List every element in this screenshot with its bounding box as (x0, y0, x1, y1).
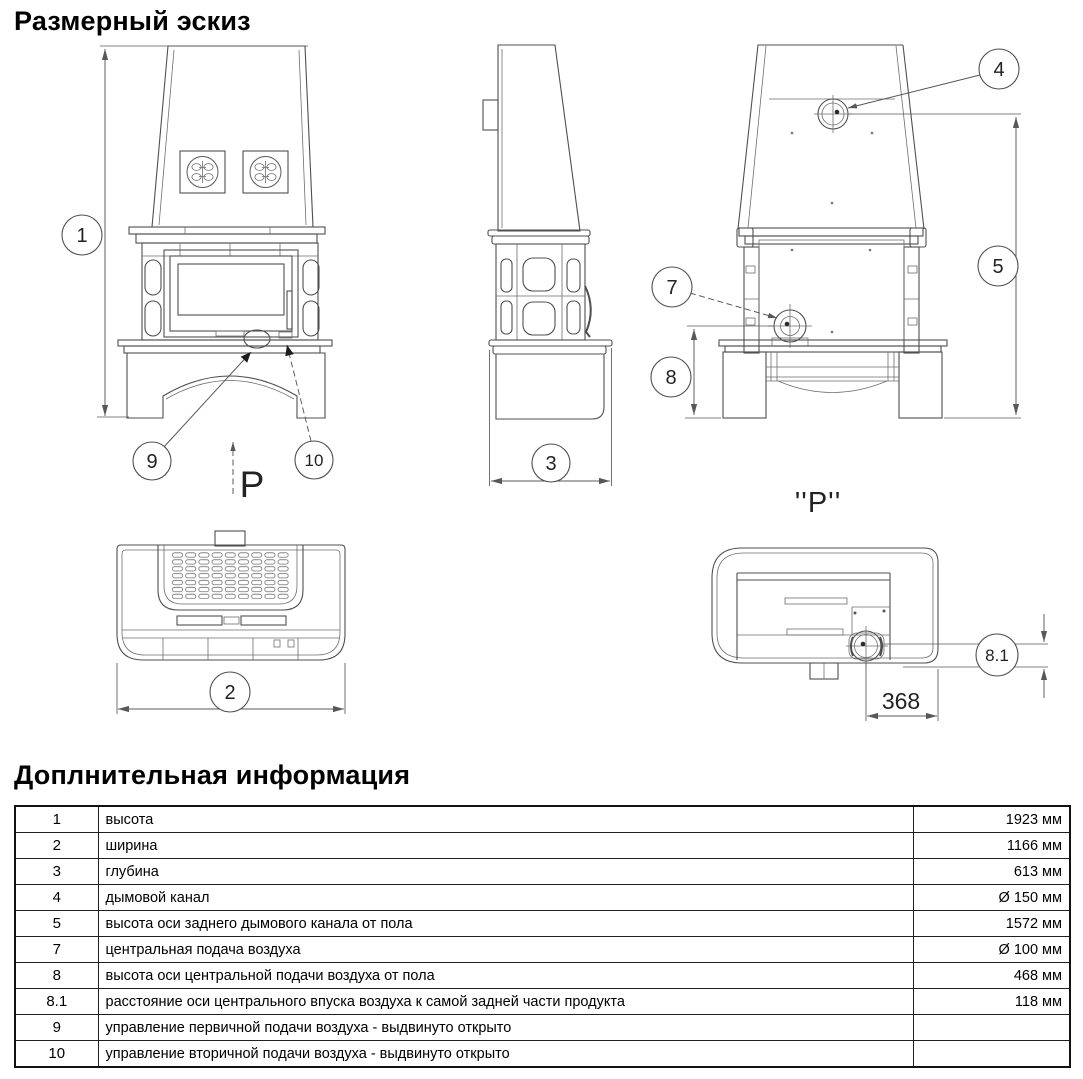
door-handle (287, 291, 292, 329)
row-number: 9 (15, 1015, 98, 1041)
row-number: 4 (15, 885, 98, 911)
row-value (913, 1041, 1070, 1068)
table-row (15, 963, 1070, 989)
dimension-368-label: 368 (881, 688, 921, 714)
info-table (14, 805, 1071, 1068)
row-value: 118 мм (913, 989, 1070, 1015)
row-description: дымовой канал (98, 885, 913, 911)
row-number: 7 (15, 937, 98, 963)
svg-text:2: 2 (224, 682, 236, 704)
top-view-front (117, 531, 345, 714)
row-value (913, 1015, 1070, 1041)
table-row (15, 833, 1070, 859)
row-number: 2 (15, 833, 98, 859)
row-description: управление первичной подачи воздуха - выдвинуто открыто (98, 1015, 913, 1041)
row-value: Ø 100 мм (913, 937, 1070, 963)
callout-10 (295, 441, 333, 479)
svg-text:7: 7 (666, 277, 678, 299)
side-view (483, 45, 612, 486)
door-glass (178, 264, 284, 315)
svg-text:4: 4 (993, 59, 1005, 81)
callout-8-1 (976, 634, 1018, 676)
table-row (15, 1041, 1070, 1068)
svg-text:1: 1 (76, 225, 88, 247)
callout-5 (978, 246, 1018, 286)
svg-text:3: 3 (545, 453, 557, 475)
table-row (15, 989, 1070, 1015)
row-value: 1923 мм (913, 806, 1070, 833)
svg-text:9: 9 (146, 451, 158, 473)
row-description: центральная подача воздуха (98, 937, 913, 963)
row-value: Ø 150 мм (913, 885, 1070, 911)
door-handle (585, 286, 591, 337)
rear-flue-stub (483, 100, 498, 130)
callout-7 (652, 267, 692, 307)
svg-text:5: 5 (992, 256, 1004, 278)
row-description: ширина (98, 833, 913, 859)
row-number: 1 (15, 806, 98, 833)
section-title: Доплнительная информация (14, 760, 411, 790)
row-description: глубина (98, 859, 913, 885)
row-number: 5 (15, 911, 98, 937)
svg-text:8: 8 (665, 367, 677, 389)
row-value: 468 мм (913, 963, 1070, 989)
front-view (62, 46, 333, 505)
firebox-door (164, 250, 298, 337)
row-number: 8 (15, 963, 98, 989)
rivet-dots (791, 132, 874, 334)
svg-text:10: 10 (304, 451, 324, 470)
row-value: 613 мм (913, 859, 1070, 885)
callout-2 (210, 672, 250, 712)
row-description: высота оси заднего дымового канала от пола (98, 911, 913, 937)
page-title: Размерный эскиз (14, 6, 251, 36)
callout-9 (133, 442, 171, 480)
row-number: 3 (15, 859, 98, 885)
table-row (15, 937, 1070, 963)
callout-8 (651, 357, 691, 397)
convection-grille (172, 552, 290, 599)
back-view (651, 45, 1021, 519)
table-row (15, 1015, 1070, 1041)
row-description: высота оси центральной подачи воздуха от пола (98, 963, 913, 989)
view-p-label: ''P'' (794, 487, 842, 519)
row-number: 8.1 (15, 989, 98, 1015)
row-value: 1572 мм (913, 911, 1070, 937)
row-value: 1166 мм (913, 833, 1070, 859)
callout-1 (62, 215, 102, 255)
table-row (15, 885, 1070, 911)
callout-4 (979, 49, 1019, 89)
row-description: управление вторичной подачи воздуха - выдвинуто открыто (98, 1041, 913, 1068)
table-row (15, 911, 1070, 937)
row-description: высота (98, 806, 913, 833)
svg-text:8.1: 8.1 (985, 646, 1009, 665)
top-view-back (712, 548, 1048, 721)
callout-3 (532, 444, 570, 482)
row-number: 10 (15, 1041, 98, 1068)
floral-tile-icon (250, 157, 281, 188)
floral-tile-icon (187, 157, 218, 188)
table-row (15, 859, 1070, 885)
view-direction-label: P (239, 464, 265, 505)
row-description: расстояние оси центрального впуска воздуха к самой задней части продукта (98, 989, 913, 1015)
table-row (15, 806, 1070, 833)
primary-air-knob (244, 330, 270, 348)
